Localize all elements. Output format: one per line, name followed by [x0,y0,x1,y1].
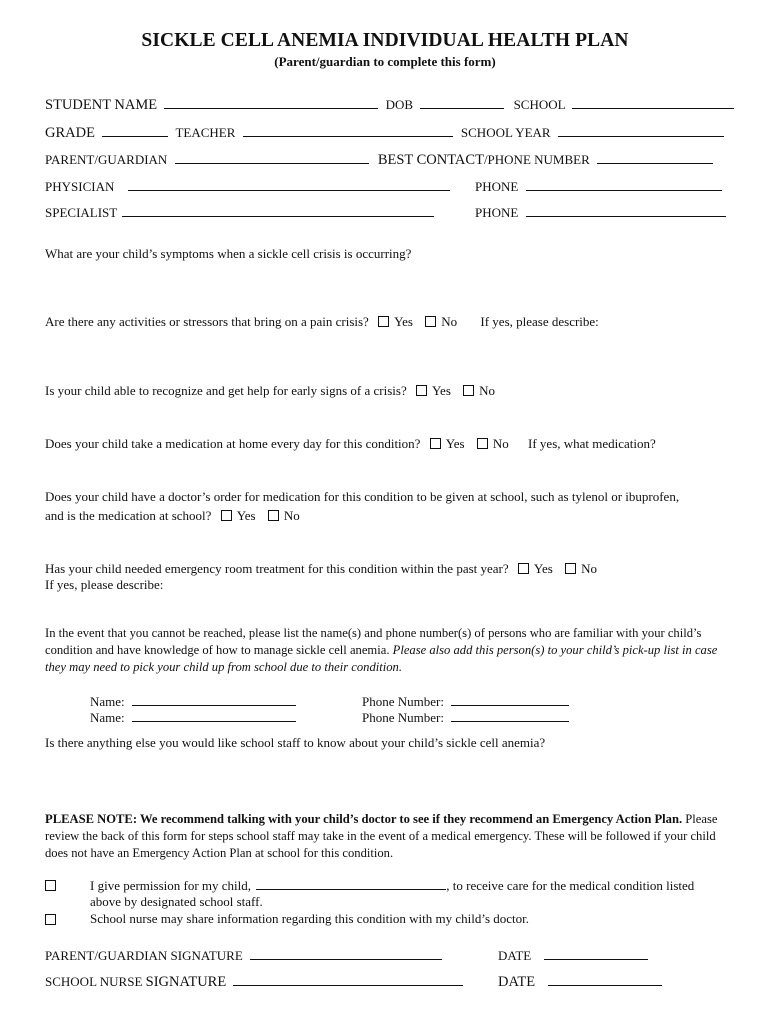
doctor-order-no-option[interactable] [268,508,300,523]
contact-name-row-1 [90,693,296,710]
physician-phone-label: PHONE [475,179,519,194]
parent-date-row [498,947,648,964]
no-label: No [581,561,597,576]
recognize-no-option[interactable] [463,383,495,398]
parent-date-label: DATE [498,948,532,963]
specialist-phone-row [475,204,726,221]
question-doctor-order-line1: Does your child have a doctor’s order for medication for this condition to be given at school, such as tylenol or ibuprofen, [45,489,680,504]
physician-phone-field[interactable] [526,178,722,191]
question-anything-else: Is there anything else you would like school staff to know about your child’s sickle cell anemia? [45,735,546,750]
nurse-signature-field[interactable] [233,973,463,986]
student-name-row [45,96,734,114]
stressors-yes-option[interactable] [378,314,413,329]
permission-care-line2: above by designated school staff. [90,894,263,909]
nurse-signature-row [45,973,463,991]
checkbox[interactable] [268,510,279,521]
physician-field[interactable] [128,178,450,191]
question-doctor-order-line2: and is the medication at school? [45,508,212,523]
checkbox[interactable] [518,563,529,574]
school-label: SCHOOL [513,97,566,112]
specialist-phone-field[interactable] [526,204,726,217]
permission-share-row [45,912,56,928]
specialist-field[interactable] [122,204,434,217]
question-medication-home [45,436,656,452]
please-note-section [45,811,735,862]
school-year-field[interactable] [558,124,724,137]
best-contact-field[interactable] [597,151,713,164]
school-year-label: SCHOOL YEAR [460,125,551,140]
question-recognize [45,383,495,399]
checkbox[interactable] [477,438,488,449]
permission-care-after: , to receive care for the medical condition listed [446,878,695,893]
no-label: No [492,436,509,451]
emergency-room-followup: If yes, please describe: [45,577,164,592]
specialist-phone-label: PHONE [475,205,519,220]
checkbox[interactable] [425,316,436,327]
contact-name-label: Name: [90,710,125,725]
question-medication-home-text: Does your child take a medication at home every day for this condition? [45,436,421,451]
contact-phone-row-2 [362,709,569,726]
grade-label: GRADE [45,125,95,141]
student-name-field[interactable] [164,96,378,109]
student-name-label: STUDENT NAME [45,97,158,113]
dob-field[interactable] [420,96,504,109]
best-contact-phone-label: /PHONE NUMBER [483,152,590,167]
question-symptoms: What are your child’s symptoms when a sickle cell crisis is occurring? [45,246,412,261]
physician-row [45,178,450,195]
recognize-yes-option[interactable] [416,383,451,398]
nurse-signature-prefix: SCHOOL NURSE [45,974,143,989]
grade-row [45,124,724,142]
school-field[interactable] [572,96,734,109]
emergency-room-yes-option[interactable] [518,561,553,576]
emergency-contacts-text: In the event that you cannot be reached, please list the name(s) and phone number(s) of persons who are familiar with your child’s condition and have knowledge of how to manage sickle cell anemia. [45,626,702,657]
permission-share-checkbox[interactable] [45,914,56,925]
contact-phone-field-2[interactable] [451,709,569,722]
permission-care-row [45,878,56,894]
physician-label: PHYSICIAN [45,179,115,194]
emergency-contacts-instructions [45,625,727,676]
yes-label: Yes [236,508,256,523]
permission-care-text [90,877,694,894]
parent-date-field[interactable] [544,947,648,960]
question-emergency-room [45,561,597,577]
permission-care-checkbox[interactable] [45,880,56,891]
nurse-signature-label: SIGNATURE [145,974,227,990]
contact-name-field-1[interactable] [132,693,296,706]
grade-field[interactable] [102,124,168,137]
permission-care-before: I give permission for my child, [90,878,252,893]
page-subtitle: (Parent/guardian to complete this form) [274,54,496,69]
checkbox[interactable] [565,563,576,574]
checkbox[interactable] [430,438,441,449]
specialist-row [45,204,434,221]
dob-label: DOB [385,97,414,112]
contact-name-field-2[interactable] [132,709,296,722]
yes-label: Yes [533,561,553,576]
nurse-date-row [498,973,662,991]
parent-guardian-field[interactable] [175,151,369,164]
nurse-date-label: DATE [498,974,536,990]
stressors-followup: If yes, please describe: [480,314,599,329]
yes-label: Yes [445,436,465,451]
specialist-label: SPECIALIST [45,205,117,220]
medication-home-no-option[interactable] [477,436,509,451]
emergency-contacts-italic-note: Please also add this person(s) to your child’s pick-up list in case they may need to pick your child up from school due to their condition. [45,643,718,674]
teacher-field[interactable] [243,124,453,137]
doctor-order-yes-option[interactable] [221,508,256,523]
medication-home-followup: If yes, what medication? [528,436,656,451]
no-label: No [441,314,458,329]
contact-phone-field-1[interactable] [451,693,569,706]
stressors-no-option[interactable] [425,314,457,329]
question-emergency-room-text: Has your child needed emergency room treatment for this condition within the past year? [45,561,509,576]
permission-share-text: School nurse may share information regarding this condition with my child’s doctor. [90,911,530,926]
no-label: No [283,508,300,523]
please-note-bold: PLEASE NOTE: We recommend talking with your child’s doctor to see if they recommend an Emergency Action Plan. [45,812,683,826]
child-name-field[interactable] [256,877,446,890]
medication-home-yes-option[interactable] [430,436,465,451]
question-doctor-order [45,508,300,524]
best-contact-label: BEST CONTACT [377,152,484,168]
parent-signature-field[interactable] [250,947,442,960]
contact-name-label: Name: [90,694,125,709]
emergency-room-no-option[interactable] [565,561,597,576]
yes-label: Yes [431,383,451,398]
contact-name-row-2 [90,709,296,726]
parent-guardian-label: PARENT/GUARDIAN [45,152,168,167]
teacher-label: TEACHER [175,125,236,140]
checkbox[interactable] [378,316,389,327]
parent-signature-label: PARENT/GUARDIAN SIGNATURE [45,948,243,963]
question-stressors-text: Are there any activities or stressors that bring on a pain crisis? [45,314,369,329]
contact-phone-label: Phone Number: [362,694,444,709]
parent-signature-row [45,947,442,964]
parent-row [45,151,713,169]
contact-phone-label: Phone Number: [362,710,444,725]
contact-phone-row-1 [362,693,569,710]
no-label: No [479,383,496,398]
nurse-date-field[interactable] [548,973,662,986]
physician-phone-row [475,178,722,195]
question-recognize-text: Is your child able to recognize and get help for early signs of a crisis? [45,383,407,398]
yes-label: Yes [394,314,413,329]
question-stressors [45,314,599,330]
checkbox[interactable] [416,385,427,396]
checkbox[interactable] [221,510,232,521]
please-note-text: Please review the back of this form for steps school staff may take in the event of a medical emergency. These will be followed if your child does not have an Emergency Action Plan at school for this condition. [45,812,718,860]
checkbox[interactable] [463,385,474,396]
page-title: SICKLE CELL ANEMIA INDIVIDUAL HEALTH PLAN [141,30,629,51]
